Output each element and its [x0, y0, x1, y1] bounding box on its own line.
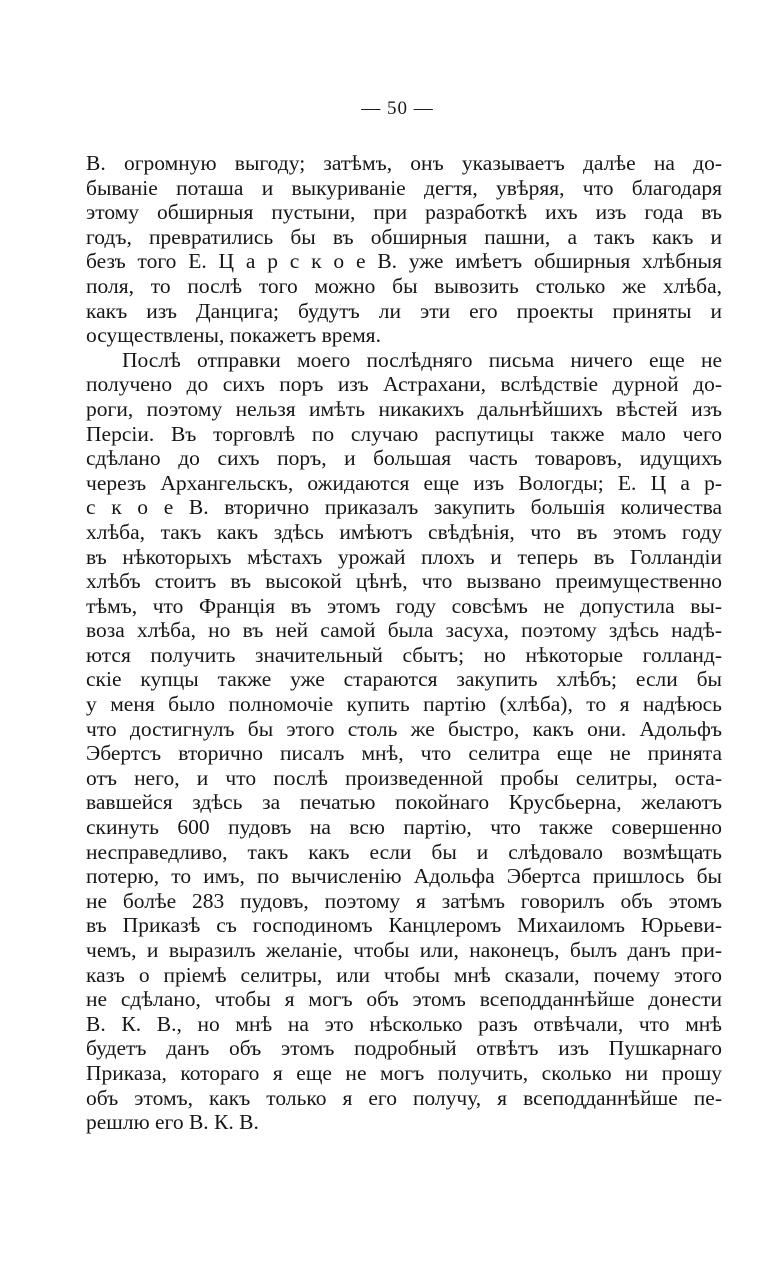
text-line: ются получить значительный сбытъ; но нѣкоторые голланд- — [86, 642, 722, 667]
text-line: хлѣба, такъ какъ здѣсь имѣютъ свѣдѣнія, что въ этомъ году — [86, 519, 722, 544]
text-line: решлю его В. К. В. — [86, 1110, 259, 1135]
text-line: объ этомъ, какъ только я его получу, я всеподданнѣйше пе- — [86, 1085, 722, 1110]
text-line: что достигнулъ бы этого столь же быстро, какъ они. Адольфъ — [86, 716, 722, 741]
text-line: несправедливо, такъ какъ если бы и слѣдовало возмѣщать — [86, 839, 722, 864]
text-line: поля, то послѣ того можно бы вывозить столько же хлѣба, — [86, 273, 722, 298]
text-line: безъ того Е. Ц а р с к о е В. уже имѣетъ обширныя хлѣбныя — [86, 249, 722, 274]
text-line: осуществлены, покажетъ время. — [86, 323, 381, 348]
text-line: годъ, превратились бы въ обширныя пашни, а такъ какъ и — [86, 224, 722, 249]
text-line: Эбертсъ вторично писалъ мнѣ, что селитра еще не принята — [86, 741, 722, 766]
text-line: роги, поэтому нельзя имѣть никакихъ дальнѣйшихъ вѣстей изъ — [86, 396, 722, 421]
text-line: у меня было полномочіе купить партію (хлѣба), то я надѣюсь — [86, 692, 722, 717]
text-line: хлѣбъ стоитъ въ высокой цѣнѣ, что вызвано преимущественно — [86, 569, 722, 594]
text-line: этому обширныя пустыни, при разработкѣ ихъ изъ года въ — [86, 200, 722, 225]
text-line: воза хлѣба, но въ ней самой была засуха, поэтому здѣсь надѣ- — [86, 618, 722, 643]
text-line: получено до сихъ поръ изъ Астрахани, вслѣдствіе дурной до- — [86, 372, 722, 397]
text-line: будетъ данъ объ этомъ подробный отвѣтъ изъ Пушкарнаго — [86, 1036, 722, 1061]
text-line: чемъ, и выразилъ желаніе, чтобы или, наконецъ, былъ данъ при- — [86, 938, 722, 962]
text-line: сдѣлано до сихъ поръ, и большая часть товаровъ, идущихъ — [86, 446, 722, 471]
text-line: скинуть 600 пудовъ на всю партію, что также совершенно — [86, 815, 722, 840]
page-number: — 50 — — [361, 98, 434, 119]
text-line: Приказа, котораго я еще не могъ получить, сколько ни прошу — [86, 1060, 722, 1085]
paragraph-2 — [86, 348, 722, 1135]
text-line: с к о е В. вторично приказалъ закупить большія количества — [86, 495, 722, 520]
text-line: Персіи. Въ торговлѣ по случаю распутицы также мало чего — [86, 421, 722, 446]
text-line: В. К. В., но мнѣ на это нѣсколько разъ отвѣчали, что мнѣ — [86, 1011, 722, 1036]
text-line: бываніе поташа и выкуриваніе дегтя, увѣряя, что благодаря — [86, 175, 722, 200]
text-line: тѣмъ, что Франція въ этомъ году совсѣмъ не допустила вы- — [86, 593, 722, 618]
text-line: отъ него, и что послѣ произведенной пробы селитры, оста- — [86, 765, 722, 790]
text-line: Послѣ отправки моего послѣдняго письма ничего еще не — [122, 347, 722, 372]
text-line: черезъ Архангельскъ, ожидаются еще изъ Вологды; Е. Ц а р- — [86, 470, 722, 495]
text-line: В. огромную выгоду; затѣмъ, онъ указываетъ далѣе на до- — [86, 151, 722, 175]
text-line: въ Приказѣ съ господиномъ Канцлеромъ Михаиломъ Юрьеви- — [86, 913, 722, 938]
text-line: не сдѣлано, чтобы я могъ объ этомъ всеподданнѣйше донести — [86, 987, 722, 1012]
paragraph-1 — [86, 151, 722, 348]
text-line: казъ о пріемѣ селитры, или чтобы мнѣ сказали, почему этого — [86, 962, 722, 987]
text-line: какъ изъ Данцига; будутъ ли эти его проекты приняты и — [86, 298, 722, 323]
text-line: не болѣе 283 пудовъ, поэтому я затѣмъ говорилъ объ этомъ — [86, 888, 722, 913]
text-line: въ нѣкоторыхъ мѣстахъ урожай плохъ и теперь въ Голландіи — [86, 544, 722, 569]
body-text — [86, 151, 722, 1135]
text-line: скіе купцы также уже стараются закупить хлѣбъ; если бы — [86, 667, 722, 692]
text-line: потерю, то имъ, по вычисленію Адольфа Эбертса пришлось бы — [86, 864, 722, 889]
text-line: вавшейся здѣсь за печатью покойнаго Крусбьерна, желаютъ — [86, 790, 722, 815]
